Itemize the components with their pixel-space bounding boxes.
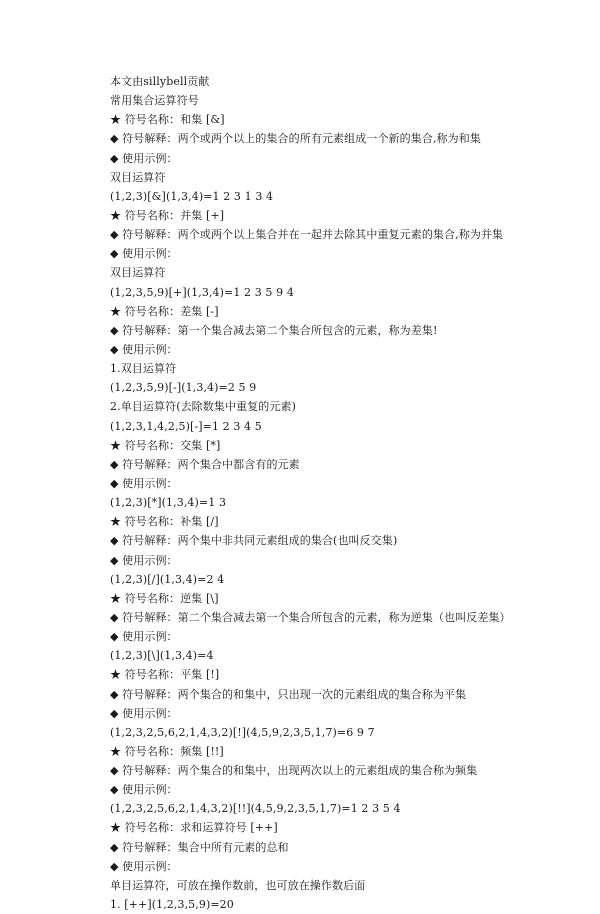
operator-type: 双目运算符 [110, 266, 166, 280]
symbol-explanation-union-sum: ◆ 符号解释：两个或两个以上的集合的所有元素组成一个新的集合,称为和集 [110, 132, 481, 146]
symbol-explanation-frequent: ◆ 符号解释：两个集合的和集中，出现两次以上的元素组成的集合称为频集 [110, 764, 478, 778]
example-expression: (1,2,3,5,9)[-](1,3,4)=2 5 9 [110, 381, 257, 395]
symbol-explanation-union: ◆ 符号解释：两个或两个以上集合并在一起并去除其中重复元素的集合,称为并集 [110, 228, 504, 242]
usage-example-label: ◆ 使用示例： [110, 151, 178, 165]
symbol-explanation-sum: ◆ 符号解释：集合中所有元素的总和 [110, 840, 289, 854]
usage-example-label: ◆ 使用示例： [110, 476, 178, 490]
contributor-line: 本文由sillybell贡献 [110, 75, 210, 88]
symbol-name-complement: ★ 符号名称：补集 [/] [110, 515, 219, 529]
example-expression: (1,2,3,2,5,6,2,1,4,3,2)[!!](4,5,9,2,3,5,1,7)=1 2 3 5 4 [110, 802, 401, 816]
operator-type: 2.单目运算符(去除数集中重复的元素) [110, 400, 296, 414]
symbol-explanation-flat: ◆ 符号解释：两个集合的和集中，只出现一次的元素组成的集合称为平集 [110, 687, 467, 701]
symbol-name-intersection: ★ 符号名称：交集 [*] [110, 438, 221, 452]
symbol-name-frequent: ★ 符号名称：频集 [!!] [110, 744, 224, 758]
symbol-explanation-complement: ◆ 符号解释：两个集中非共同元素组成的集合(也叫反交集) [110, 534, 398, 548]
usage-example-label: ◆ 使用示例： [110, 859, 178, 873]
document-title: 常用集合运算符号 [110, 94, 199, 108]
example-expression: (1,2,3,1,4,2,5)[-]=1 2 3 4 5 [110, 419, 262, 433]
usage-example-label: ◆ 使用示例： [110, 553, 178, 567]
symbol-explanation-intersection: ◆ 符号解释：两个集合中都含有的元素 [110, 457, 300, 471]
example-expression: (1,2,3)[/](1,3,4)=2 4 [110, 572, 225, 586]
usage-example-label: ◆ 使用示例： [110, 342, 178, 356]
usage-example-label: ◆ 使用示例： [110, 783, 178, 797]
symbol-explanation-inverse: ◆ 符号解释：第二个集合减去第一个集合所包含的元素，称为逆集（也叫反差集） [110, 610, 511, 624]
operator-type: 单目运算符，可放在操作数前，也可放在操作数后面 [110, 878, 366, 892]
symbol-explanation-difference: ◆ 符号解释：第一个集合减去第二个集合所包含的元素，称为差集! [110, 323, 438, 337]
symbol-name-sum: ★ 符号名称：求和运算符号 [++] [110, 821, 278, 835]
document-body [110, 72, 580, 914]
usage-example-label: ◆ 使用示例： [110, 247, 178, 261]
symbol-name-difference: ★ 符号名称：差集 [-] [110, 304, 219, 318]
example-expression: (1,2,3)[*](1,3,4)=1 3 [110, 496, 227, 510]
symbol-name-union-sum: ★ 符号名称：和集 [&] [110, 113, 225, 127]
operator-type: 双目运算符 [110, 170, 166, 184]
operator-type: 1.双目运算符 [110, 362, 177, 376]
symbol-name-inverse: ★ 符号名称：逆集 [\] [110, 591, 219, 605]
usage-example-label: ◆ 使用示例： [110, 630, 178, 644]
example-expression: (1,2,3,5,9)[+](1,3,4)=1 2 3 5 9 4 [110, 285, 294, 299]
example-expression: (1,2,3)[&](1,3,4)=1 2 3 1 3 4 [110, 189, 274, 203]
symbol-name-flat: ★ 符号名称：平集 [!] [110, 668, 220, 682]
example-expression: 1. [++](1,2,3,5,9)=20 [110, 898, 234, 912]
symbol-name-union: ★ 符号名称：并集 [+] [110, 208, 225, 222]
example-expression: (1,2,3,2,5,6,2,1,4,3,2)[!](4,5,9,2,3,5,1,7)=6 9 7 [110, 725, 375, 739]
example-expression: (1,2,3)[\](1,3,4)=4 [110, 649, 214, 663]
usage-example-label: ◆ 使用示例： [110, 706, 178, 720]
